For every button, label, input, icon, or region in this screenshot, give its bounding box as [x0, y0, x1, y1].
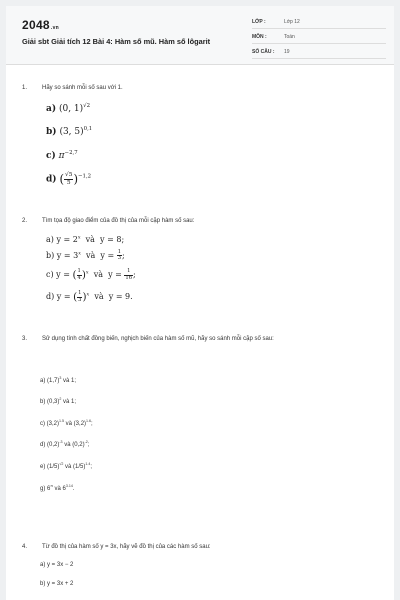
- question-number: 4.: [22, 544, 28, 550]
- question-number: 3.: [22, 336, 28, 342]
- q2-item-a: a) $y = 2^x$ và y = 8;: [46, 235, 125, 244]
- q3-item-c: c) $(3,2)^{1.5}$ và $(3,2)^{1.6}$;: [40, 419, 93, 427]
- document-page: [6, 6, 394, 600]
- document-title: Giải sbt Giải tích 12 Bài 4: Hàm số mũ. Hàm số lôgarit: [22, 37, 211, 46]
- q3-item-b: b) $(0,3)^2$ và 1;: [40, 397, 77, 405]
- q3-item-a: a) $(1,7)^3$ và 1;: [40, 376, 77, 384]
- question-number: 2.: [22, 218, 28, 224]
- q3-item-g: g) $6^\pi$ và $6^{3.14}$.: [40, 484, 75, 492]
- q4-item-b: b) y = 3x + 2: [40, 581, 74, 587]
- q1-item-c: c) $\pi^{-2,7}$: [46, 150, 78, 161]
- meta-class: LỚP : Lớp 12: [252, 15, 386, 29]
- q3-item-e: e) $(1/5)^{√2}$ và $(1/5)^{1.4}$;: [40, 462, 93, 470]
- question-number: 1.: [22, 85, 28, 91]
- q1-item-d: d) ( $\frac{√5}{5}$ )$^{-1,2}$: [46, 172, 92, 186]
- q2-item-b: b) $y = 3^x$ và y = $\frac{1}{3}$ ;: [46, 249, 125, 262]
- q1-item-b: b) (3, 5)$^{0,1}$: [46, 126, 93, 137]
- q2-item-c: c) y = ( $\frac{1}{4}$ )$^x$ và y = $\frac{1}{16}$ ;: [46, 268, 136, 281]
- q1-item-a: a) (0, 1)$^{√2}$: [46, 103, 91, 114]
- q3-item-d: d) $(0,2)^{-3}$ và $(0,2)^{-2}$;: [40, 440, 90, 448]
- question-text: Hãy so sánh mỗi số sau với 1.: [42, 85, 123, 91]
- document-header: [6, 6, 394, 65]
- q2-item-d: d) y = ( $\frac{1}{3}$ )$^x$ và y = 9.: [46, 290, 133, 303]
- q4-item-a: a) y = 3x − 2: [40, 562, 74, 568]
- question-text: Tìm tọa độ giao điểm của đồ thị của mỗi cặp hàm số sau:: [42, 218, 195, 224]
- meta-question-count: SỐ CÂU : 19: [252, 45, 386, 59]
- question-text: Từ đồ thị của hàm số y = 3x, hãy vẽ đồ thị của các hàm số sau:: [42, 544, 211, 550]
- question-text: Sử dụng tính chất đồng biến, nghịch biến của hàm số mũ, hãy so sánh mỗi cặp số sau:: [42, 336, 274, 342]
- meta-subject: MÔN : Toán: [252, 30, 386, 44]
- site-logo[interactable]: 2048.vn: [22, 18, 60, 32]
